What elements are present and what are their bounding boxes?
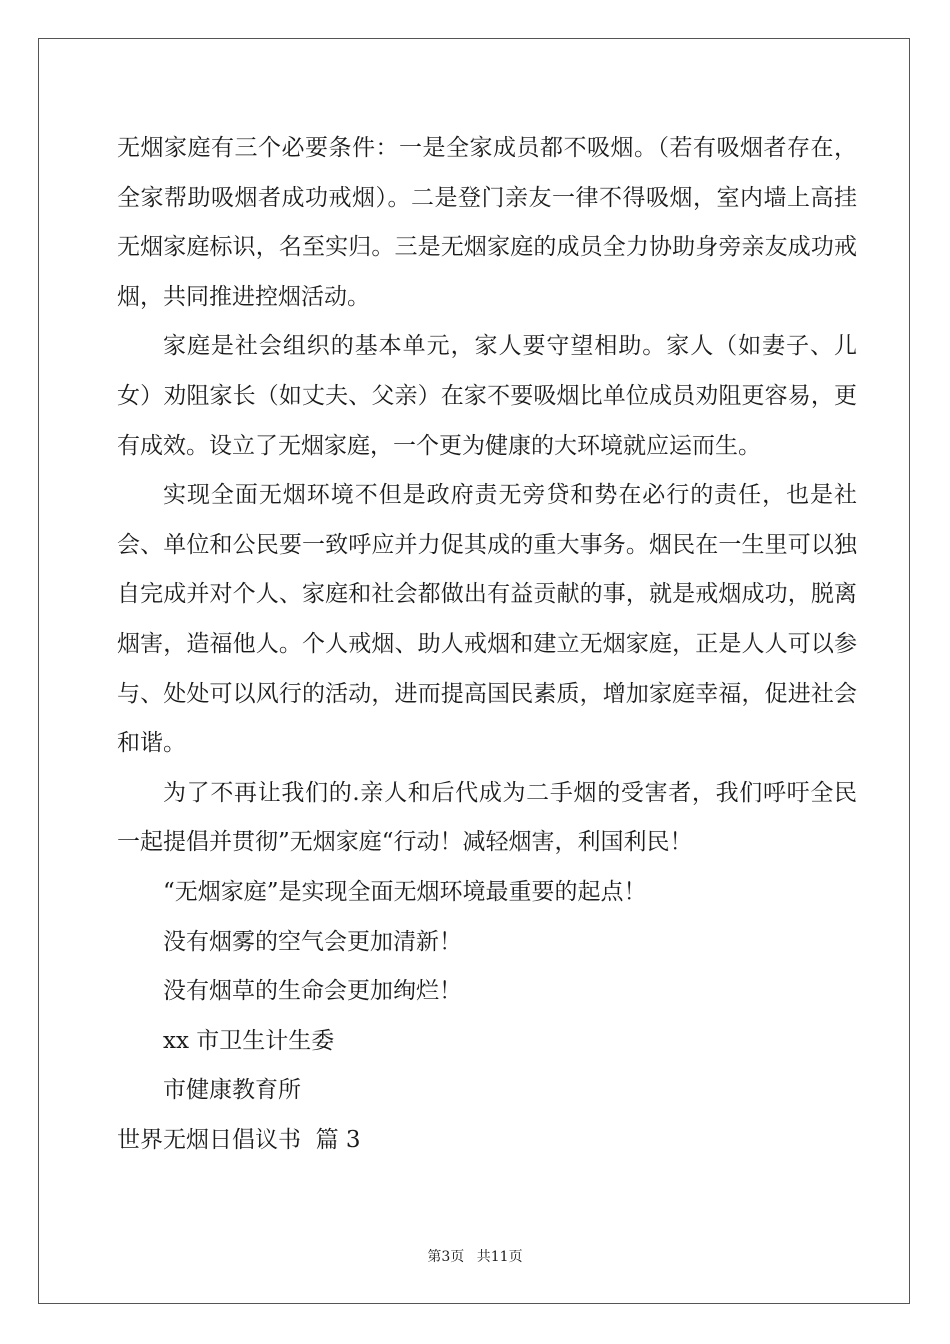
paragraph-family-unit: 家庭是社会组织的基本单元，家人要守望相助。家人（如妻子、儿女）劝阻家长（如丈夫、父亲）在家不要吸烟比单位成员劝阻更容易，更有成效。设立了无烟家庭，一个更为健康的大环境就应运而生。 <box>117 333 857 459</box>
slogan-fresh-air: 没有烟雾的空气会更加清新！ <box>163 928 462 955</box>
paragraph-smoke-free-environment: 实现全面无烟环境不但是政府责无旁贷和势在必行的责任，也是社会、单位和公民要一致呼应并力促其成的重大事务。烟民在一生里可以独自完成并对个人、家庭和社会都做出有益贡献的事，就是戒烟成功，脱离烟害，造福他人。个人戒烟、助人戒烟和建立无烟家庭，正是人人可以参与、处处可以风行的活动，进而提高国民素质，增加家庭幸福，促进社会和谐。 <box>117 482 857 757</box>
slogan-brilliant-life: 没有烟草的生命会更加绚烂！ <box>163 978 462 1005</box>
paragraph-conditions: 无烟家庭有三个必要条件：一是全家成员都不吸烟。（若有吸烟者存在，全家帮助吸烟者成功戒烟）。二是登门亲友一律不得吸烟，室内墙上高挂无烟家庭标识，名至实归。三是无烟家庭的成员全力协助身旁亲友成功戒烟，共同推进控烟活动。 <box>117 135 857 310</box>
signature-health-commission: xx 市卫生计生委 <box>163 1027 335 1054</box>
slogan-starting-point: “无烟家庭”是实现全面无烟环境最重要的起点！ <box>163 878 647 905</box>
signature-health-education-institute: 市健康教育所 <box>163 1077 301 1104</box>
page-total: 共11页 <box>476 1249 523 1265</box>
next-section-heading: 世界无烟日倡议书 篇 3 <box>117 1126 361 1153</box>
document-body <box>117 124 857 1165</box>
paragraph-appeal: 为了不再让我们的.亲人和后代成为二手烟的受害者，我们呼吁全民一起提倡并贯彻”无烟家庭“行动！减轻烟害，利国利民！ <box>117 779 857 856</box>
page-number: 第3页 <box>427 1249 465 1265</box>
page-footer <box>0 1246 950 1266</box>
